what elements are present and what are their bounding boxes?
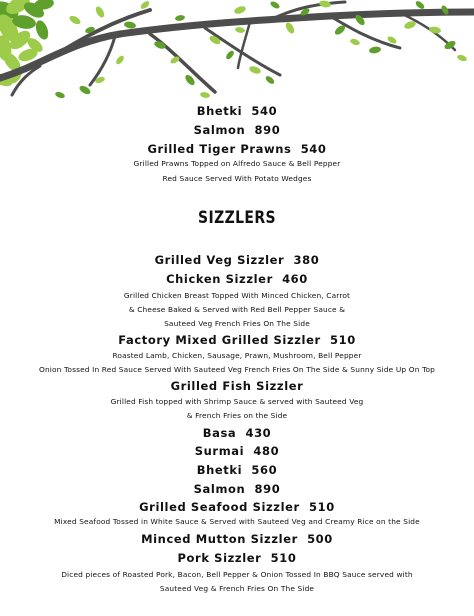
menu-item-grilled-veg-sizzler <box>0 253 474 267</box>
item-description-line: Grilled Fish topped with Shrimp Sauce & served with Sauteed Veg <box>110 397 364 406</box>
menu-item-surmai <box>0 444 474 458</box>
menu-item-basa <box>0 426 474 440</box>
leaf-icon <box>235 26 246 33</box>
item-name: Surmai <box>194 444 245 458</box>
leaf-icon <box>319 0 332 8</box>
item-description-line: Onion Tossed In Red Sauce Served With Sauteed Veg French Fries On The Side & Sunny Side Up On Top <box>39 365 435 374</box>
item-price: 890 <box>254 482 281 496</box>
menu-item-grilled-seafood-sizzler <box>0 500 474 514</box>
leaf-icon <box>54 91 65 100</box>
leaf-icon <box>369 46 382 55</box>
item-description-line: & Cheese Baked & Served with Red Bell Pepper Sauce & <box>128 305 346 314</box>
leaf-icon <box>68 14 82 26</box>
item-name: Chicken Sizzler <box>166 272 273 286</box>
item-description-line: Roasted Lamb, Chicken, Sausage, Prawn, Mushroom, Bell Pepper <box>112 351 362 360</box>
menu-item-factory-mixed-grilled-sizzler <box>0 333 474 347</box>
tree-branch-decoration <box>0 0 474 110</box>
item-name: Pork Sizzler <box>177 551 262 565</box>
menu-item-salmon-top <box>0 123 474 137</box>
item-price: 510 <box>329 333 356 347</box>
menu-item-chicken-sizzler <box>0 272 474 286</box>
item-price: 540 <box>251 104 278 118</box>
item-description-line: Mixed Seafood Tossed in White Sauce & Served with Sauteed Veg and Creamy Rice on the Side <box>54 517 420 526</box>
leaf-icon <box>284 21 296 35</box>
leaf-icon <box>175 14 186 21</box>
leaf-icon <box>456 54 467 63</box>
section-heading-sizzlers: SIZZLERS <box>198 208 276 228</box>
leaf-icon <box>349 38 360 47</box>
item-description-line: Grilled Chicken Breast Topped With Minced Chicken, Carrot <box>123 291 351 300</box>
item-price: 460 <box>282 272 308 286</box>
item-name: Bhetki <box>196 104 243 118</box>
leaf-icon <box>33 19 50 42</box>
item-description-line: & French Fries on the Side <box>186 411 288 420</box>
item-description-line: Grilled Prawns Topped on Alfredo Sauce & Bell Pepper <box>133 159 341 168</box>
menu-item-bhetki <box>0 463 474 477</box>
item-description-line: Sauteed Veg French Fries On The Side <box>164 319 310 328</box>
item-price: 510 <box>309 500 335 514</box>
leaf-icon <box>115 54 126 65</box>
item-name: Grilled Veg Sizzler <box>154 253 285 267</box>
menu-item-salmon <box>0 482 474 496</box>
item-price: 540 <box>300 142 327 156</box>
item-name: Grilled Seafood Sizzler <box>139 500 300 514</box>
item-price: 480 <box>253 444 280 458</box>
item-price: 560 <box>251 463 278 477</box>
item-name: Factory Mixed Grilled Sizzler <box>118 333 321 347</box>
item-description-line: Sauteed Veg & French Fries On The Side <box>159 584 315 593</box>
menu-item-bhetki-top <box>0 104 474 118</box>
item-name: Grilled Fish Sizzler <box>170 379 304 393</box>
item-price: 430 <box>245 426 272 440</box>
leaf-icon <box>94 5 106 19</box>
leaf-icon <box>233 5 247 15</box>
leaf-icon <box>200 91 211 98</box>
item-description-line: Red Sauce Served With Potato Wedges <box>162 174 312 183</box>
item-description-line: Diced pieces of Roasted Pork, Bacon, Bell Pepper & Onion Tossed In BBQ Sauce served with <box>61 570 413 579</box>
item-name: Basa <box>202 426 237 440</box>
leaf-icon <box>225 49 236 60</box>
item-price: 510 <box>270 551 297 565</box>
item-price: 890 <box>254 123 281 137</box>
item-name: Salmon <box>193 482 246 496</box>
leaf-icon <box>429 26 442 35</box>
leaf-icon <box>264 75 275 86</box>
leaf-icon <box>414 0 425 10</box>
leaf-icon <box>269 0 280 10</box>
menu-item-minced-mutton-sizzler <box>0 532 474 546</box>
item-name: Minced Mutton Sizzler <box>141 532 298 546</box>
item-name: Grilled Tiger Prawns <box>147 142 292 156</box>
menu-item-pork-sizzler <box>0 551 474 565</box>
menu-item-grilled-tiger-prawns <box>0 142 474 156</box>
leaf-icon <box>248 65 262 75</box>
menu-item-grilled-fish-sizzler <box>0 379 474 393</box>
leaf-icon <box>124 21 137 30</box>
item-name: Bhetki <box>196 463 243 477</box>
item-name: Salmon <box>193 123 246 137</box>
item-price: 500 <box>307 532 333 546</box>
item-price: 380 <box>293 253 320 267</box>
